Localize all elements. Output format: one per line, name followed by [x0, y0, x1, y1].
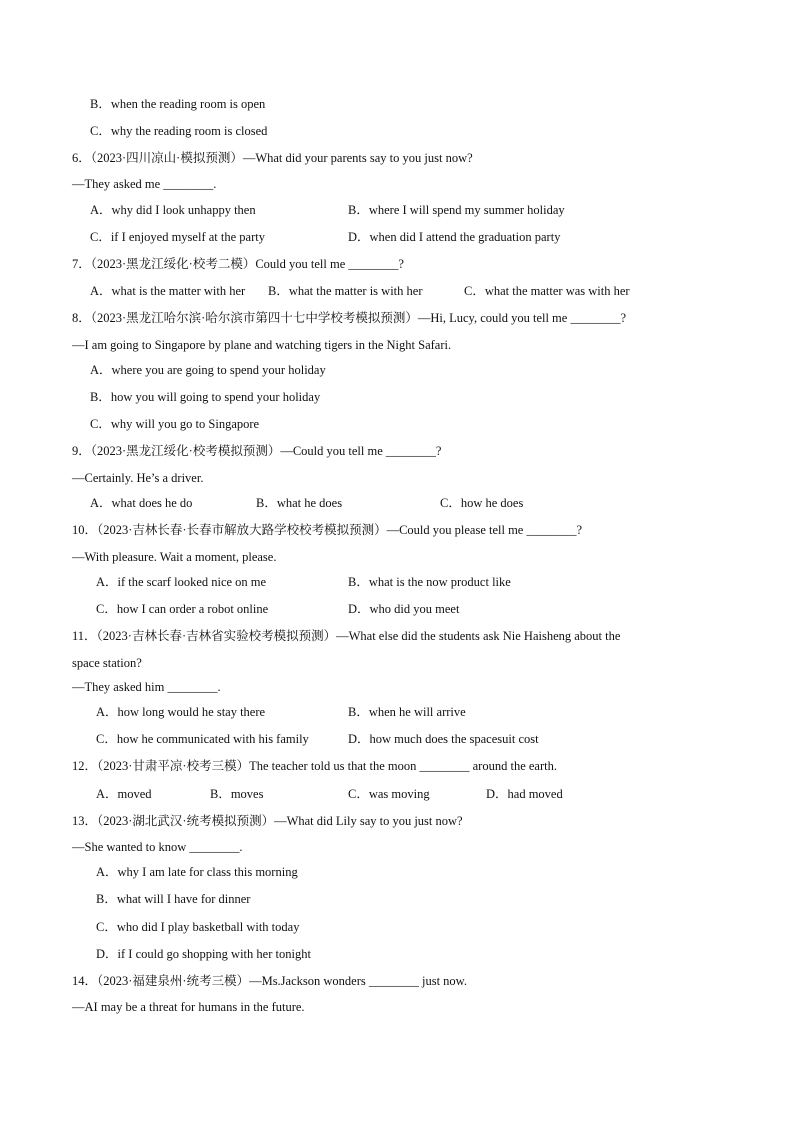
option-line: A．why I am late for class this morning	[96, 865, 298, 879]
option-line: D．how much does the spacesuit cost	[348, 732, 539, 746]
option-line: A．how long would he stay there	[96, 705, 266, 719]
option-line: A．why did I look unhappy then	[90, 203, 256, 217]
option-line: A．if the scarf looked nice on me	[96, 575, 267, 589]
option-line: C．how he communicated with his family	[96, 732, 309, 746]
answer-line: —With pleasure. Wait a moment, please.	[72, 550, 277, 564]
option-line: C．if I enjoyed myself at the party	[90, 230, 265, 244]
option-line: B．how you will going to spend your holiday	[90, 390, 321, 404]
answer-line: —They asked him ________.	[72, 680, 221, 694]
question-6: 6．（2023·四川凉山·模拟预测）—What did your parents say to you just now?	[72, 151, 473, 165]
option-line: B．when the reading room is open	[90, 97, 266, 111]
option-line: C．why the reading room is closed	[90, 124, 268, 138]
option-line: A．where you are going to spend your holiday	[90, 363, 326, 377]
option-line: A．moved	[96, 787, 152, 801]
option-line: B．where I will spend my summer holiday	[348, 203, 565, 217]
answer-line: —AI may be a threat for humans in the future.	[72, 1000, 305, 1014]
answer-line: —I am going to Singapore by plane and watching tigers in the Night Safari.	[72, 338, 452, 352]
question-9: 9．（2023·黑龙江绥化·校考模拟预测）—Could you tell me ________?	[72, 444, 442, 458]
option-line: C．why will you go to Singapore	[90, 417, 260, 431]
option-line: D．had moved	[486, 787, 563, 801]
answer-line: —They asked me ________.	[72, 177, 217, 191]
question-12: 12．（2023·甘肃平凉·校考三模）The teacher told us that the moon ________ around the earth.	[72, 759, 557, 773]
option-line: A．what does he do	[90, 496, 193, 510]
question-14: 14．（2023·福建泉州·统考三模）—Ms.Jackson wonders ________ just now.	[72, 974, 468, 988]
option-line: B．what he does	[256, 496, 343, 510]
option-line: D．when did I attend the graduation party	[348, 230, 561, 244]
option-line: B．what the matter is with her	[268, 284, 423, 298]
option-line: C．how he does	[440, 496, 524, 510]
question-8: 8．（2023·黑龙江哈尔滨·哈尔滨市第四十七中学校考模拟预测）—Hi, Lucy, could you tell me ________?	[72, 311, 627, 325]
question-10: 10．（2023·吉林长春·长春市解放大路学校校考模拟预测）—Could you please tell me ________?	[72, 523, 583, 537]
option-line: C．what the matter was with her	[464, 284, 630, 298]
option-line: C．who did I play basketball with today	[96, 920, 300, 934]
option-line: D．who did you meet	[348, 602, 460, 616]
option-line: C．was moving	[348, 787, 430, 801]
question-11-continued: space station?	[72, 656, 142, 670]
question-13: 13．（2023·湖北武汉·统考模拟预测）—What did Lily say to you just now?	[72, 814, 463, 828]
question-7: 7．（2023·黑龙江绥化·校考二模）Could you tell me ________?	[72, 257, 404, 271]
option-line: B．moves	[210, 787, 264, 801]
answer-line: —Certainly. He’s a driver.	[72, 471, 204, 485]
option-line: B．what is the now product like	[348, 575, 511, 589]
option-line: C．how I can order a robot online	[96, 602, 269, 616]
option-line: A．what is the matter with her	[90, 284, 246, 298]
question-11: 11．（2023·吉林长春·吉林省实验校考模拟预测）—What else did the students ask Nie Haisheng about the	[72, 629, 621, 643]
option-line: B．when he will arrive	[348, 705, 466, 719]
option-line: B．what will I have for dinner	[96, 892, 251, 906]
option-line: D．if I could go shopping with her tonight	[96, 947, 311, 961]
answer-line: —She wanted to know ________.	[72, 840, 243, 854]
